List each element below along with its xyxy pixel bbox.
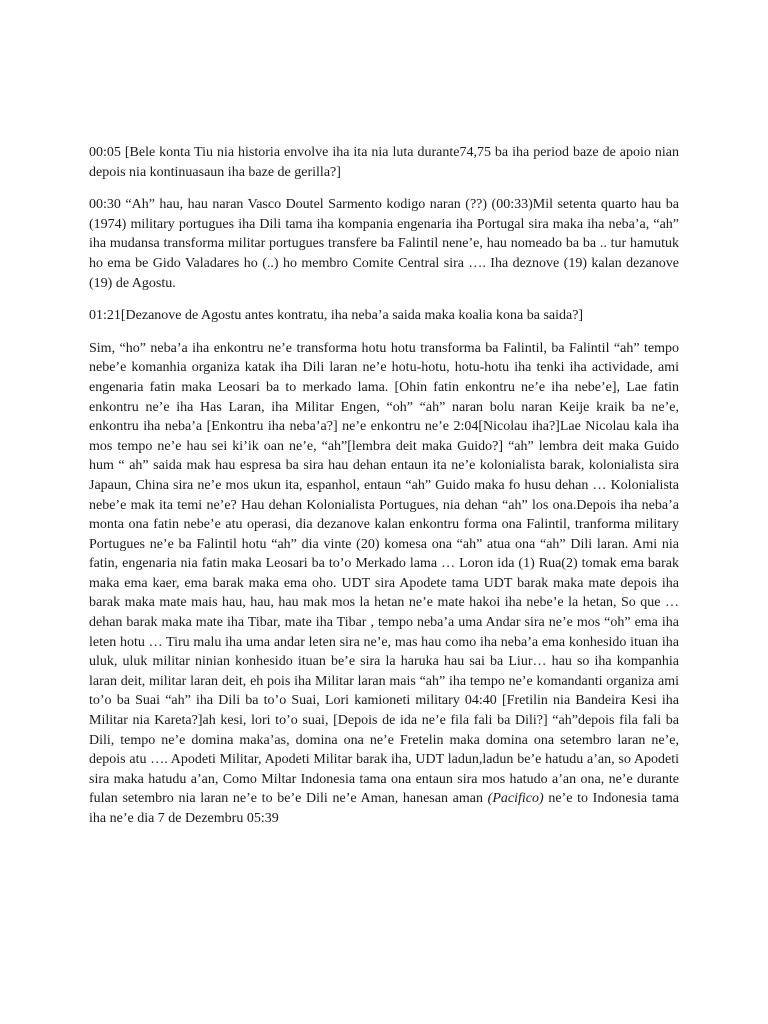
paragraph-question-1: 00:05 [Bele konta Tiu nia historia envolve iha ita nia luta durante74,75 ba iha period baze de apoio nian depois nia kontinuasaun iha baze de gerilla?] — [89, 145, 679, 180]
paragraph-answer-2-italic: (Pacifico) — [487, 791, 544, 807]
paragraph-question-2: 01:21[Dezanove de Agostu antes kontratu, iha neba’a saida maka koalia kona ba saida?] — [89, 308, 584, 324]
paragraph-answer-1: 00:30 “Ah” hau, hau naran Vasco Doutel Sarmento kodigo naran (??) (00:33)Mil setenta quarto hau ba (1974) military portugues iha Dili tama iha kompania engenaria iha Portugal sira maka iha neba’a, “ah” iha mudansa transforma militar portugues transfere ba Falintil nene’e, hau nomeado ba ba .. tur hamutuk ho ema be Gido Valadares ho (..) ho membro Comite Central sira …. Iha deznove (19) kalan dezanove (19) de Agostu. — [89, 197, 679, 291]
paragraph-answer-2-tail: ne’e to Indonesia tama iha ne’e dia 7 de Dezembru 05:39 — [89, 791, 679, 826]
paragraph-answer-2-text: Sim, “ho” neba’a iha enkontru ne’e transforma hotu hotu transforma ba Falintil, ba Falintil “ah” tempo nebe’e komanhia organiza katak iha Dili laran ne’e hotu-hotu, hotu-hotu iha tenki iha actividade, ami engenaria fatin maka Leosari ba to merkado lama. [Ohin fatin enkontru ne’e iha nebe’e], Lae fatin enkontru ne’e iha Has Laran, iha Militar Engen, “oh” “ah” naran bolu naran Keije kraik ba ne’e, enkontru iha neba’a [Enkontru iha neba’a?] ne’e enkontru ne’e 2:04[Nicolau iha?]Lae Nicolau kala iha mos tempo ne’e hau sei ki’ik oan ne’e, “ah”[lembra deit maka Guido?] “ah” lembra deit maka Guido hum “ ah” saida mak hau espresa ba sira hau dehan entaun ita ne’e kolonialista barak, kolonialista sira Japaun, China sira ne’e mos ukun ita, espanhol, entaun “ah” Guido maka fo husu dehan … Kolonialista nebe’e mak ita temi ne’e? Hau dehan Kolonialista Portugues, nia dehan “ah” los ona.Depois iha neba’a monta ona fatin nebe’e atu operasi, dia dezanove kalan enkontru forma ona Falintil, tranforma military Portugues ne’e ba Falintil hotu “ah” dia vinte (20) komesa ona “ah” atua ona “ah” Dili laran. Ami nia fatin, engenaria nia fatin maka Leosari ba to’o Merkado lama … Loron ida (1) Rua(2) tomak ema barak maka ema kaer, ema barak maka ema oho. UDT sira Apodete tama UDT barak maka mate depois iha barak maka mate mais hau, hau, hau mak mos la hetan ne’e mate hakoi iha nebe’e la hetan, So que … dehan barak maka mate iha Tibar, mate iha Tibar , tempo neba’a uma Andar sira ne’e mos “oh” ema iha leten hotu … Tiru malu iha uma andar leten sira ne’e, mas hau como iha neba’a ema konhesido ituan iha uluk, uluk militar ninian konhesido ituan be’e sira la haruka hau sai ba Liur… hau so iha kompanhia laran deit, militar laran deit, eh pois iha Militar laran mais “ah” iha tempo ne’e komandanti organiza ami to’o ba Suai “ah” iha Dili ba to’o Suai, Lori kamioneti military 04:40 [Fretilin nia Bandeira Kesi iha Militar nia Kareta?]ah kesi, lori to’o suai, [Depois de ida ne’e fila fali ba Dili?] “ah”depois fila fali ba Dili, tempo ne’e domina maka’as, domina ona ne’e Fretelin maka domina ona setembro laran ne’e, depois atu …. Apodeti Militar, Apodeti Militar barak iha, UDT ladun,ladun be’e hatudu a’an, so Apodeti sira maka hatudu a’an, Como Miltar Indonesia tama ona entaun sira mos hatudo a’an ona, ne’e durante fulan setembro nia laran ne’e to be’e Dili ne’e Aman, hanesan aman — [89, 340, 679, 807]
paragraph-answer-2 — [89, 339, 679, 829]
document-body — [89, 143, 679, 842]
